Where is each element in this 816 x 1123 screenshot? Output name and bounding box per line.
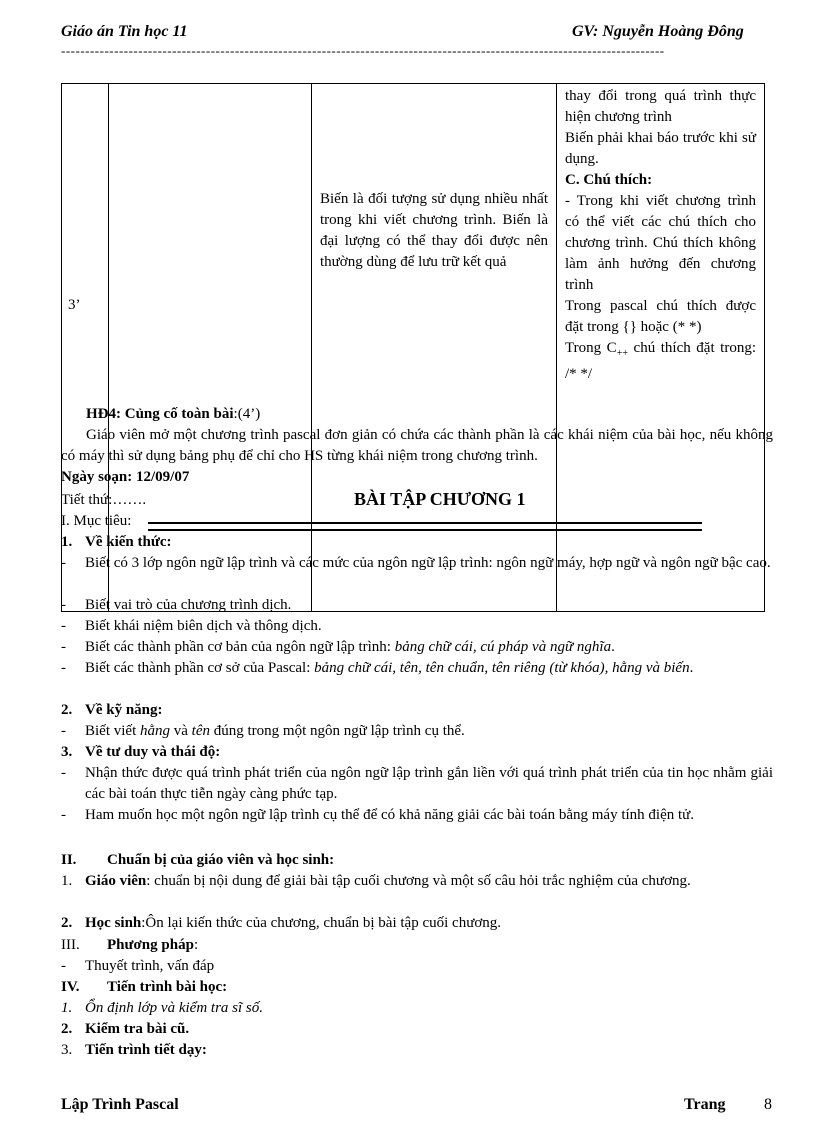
list-item [61,1040,773,1061]
item-num: 3. [61,1042,73,1058]
list-item [61,553,773,574]
subsection-num: 1. [61,534,73,550]
subsection-num: 2. [61,702,73,718]
list-item [61,637,773,658]
time-value: 3’ [68,297,81,313]
progress-item-2: Kiểm tra bài cũ. [85,1021,190,1037]
subsection-title: Về kiến thức: [85,534,172,550]
period-line: Tiết thứ:……. [61,492,147,508]
content-p4: Trong pascal chú thích được đặt trong {} hoặc (* *) [565,298,756,335]
section4-num: IV. [61,979,80,995]
list-item [61,721,773,742]
item-num: 1. [61,873,73,889]
subsection-knowledge [61,532,773,553]
content-heading: C. Chú thích: [565,172,653,188]
content-p5-a: Trong C [565,340,617,356]
list-item [61,595,773,616]
item-num: 1. [61,1000,73,1016]
bullet: - [61,807,66,823]
section1-heading: I. Mục tiêu: [61,513,132,529]
section2-title: Chuẩn bị của giáo viên và học sinh: [107,852,335,868]
bullet: - [61,765,66,781]
item-num: 2. [61,1021,73,1037]
bullet: - [61,723,66,739]
bullet: - [61,958,66,974]
header-rule: ----------------------------------------------------------------------------------------------------------------------------- [61,44,665,58]
skill-item-1-e: đúng trong một ngôn ngữ lập trình cụ thể. [210,723,465,739]
student-text: Biến là đối tượng sử dụng nhiều nhất trong khi viết chương trình. Biến là đại lượng có thể thay đổi được nên thường dùng để lưu trữ kết quả [320,191,548,270]
student-prep-label: Học sinh [85,915,142,931]
hd4-label: HĐ4: Củng cố toàn bài [86,406,234,422]
section4-heading [61,977,773,998]
page-title: BÀI TẬP CHƯƠNG 1 [354,489,526,509]
content-p5-sub: ++ [616,348,628,359]
list-item [61,913,773,934]
section3-title: Phương pháp [107,937,194,953]
progress-item-1: Ổn định lớp và kiểm tra sĩ số. [85,1000,263,1016]
section2-num: II. [61,852,77,868]
student-prep-text: :Ôn lại kiến thức của chương, chuẩn bị bài tập cuối chương. [141,915,502,931]
content-p3: - Trong khi viết chương trình có thể viết các chú thích cho chương trình. Chú thích không làm ảnh hưởng đến chương trình [565,193,756,293]
header-left: Giáo án Tin học 11 [61,23,188,40]
skill-item-1-c: và [170,723,192,739]
knowledge-item-5-b: bảng chữ cái, tên, tên chuẩn, tên riêng (từ khóa), hằng và biến [314,660,690,676]
method-item: Thuyết trình, vấn đáp [85,958,215,974]
header-right: GV: Nguyễn Hoàng Đông [572,23,744,40]
skill-item-1-b: hằng [140,723,170,739]
list-item [61,1019,773,1040]
list-item [61,658,773,679]
section3-heading [61,935,773,956]
knowledge-item-2: Biết vai trò của chương trình dịch. [85,597,292,613]
bullet: - [61,555,66,571]
section4-title: Tiến trình bài học: [107,979,228,995]
hd4-time: :(4’) [233,406,261,422]
attitude-item-2: Ham muốn học một ngôn ngữ lập trình cụ thể để có khả năng giải các bài toán bằng máy tính điện tử. [85,807,695,823]
skill-item-1 [85,721,773,742]
knowledge-item-4-c: . [611,639,615,655]
section2-heading [61,850,773,871]
subsection-title: Về kỹ năng: [85,702,163,718]
footer-page-label: Trang [684,1096,726,1113]
knowledge-item-1: Biết có 3 lớp ngôn ngữ lập trình và các mức của ngôn ngữ lập trình: ngôn ngữ máy, hợp ngữ và ngôn ngữ bậc cao. [85,555,771,571]
attitude-item-1: Nhận thức được quá trình phát triển của ngôn ngữ lập trình gắn liền với quá trình phát triển của tin học nhằm giải các bài toán thực tiễn ngày càng phức tạp. [85,765,773,802]
footer-left: Lập Trình Pascal [61,1096,179,1113]
content-p1: thay đổi trong quá trình thực hiện chương trình [565,88,756,125]
item-num: 2. [61,915,73,931]
knowledge-item-5-a: Biết các thành phần cơ sở của Pascal: [85,660,315,676]
knowledge-item-5 [85,658,773,679]
content-p5-b: chú thích đặt trong: /* */ [565,340,757,382]
knowledge-item-4-b: bảng chữ cái, cú pháp và ngữ nghĩa [394,639,612,655]
knowledge-item-4 [85,637,773,658]
progress-item-3: Tiến trình tiết dạy: [85,1042,207,1058]
list-item [61,871,773,892]
title-double-rule [148,522,702,531]
subsection-num: 3. [61,744,73,760]
knowledge-item-5-c: . [689,660,694,676]
footer-page-number: 8 [764,1096,772,1113]
list-item [61,805,773,826]
teacher-prep-label: Giáo viên [85,873,147,889]
bullet: - [61,618,66,634]
subsection-title: Về tư duy và thái độ: [85,744,221,760]
knowledge-item-4-a: Biết các thành phần cơ bản của ngôn ngữ lập trình: [85,639,395,655]
section3-num: III. [61,937,80,953]
content-p5 [565,338,756,385]
student-prep [85,913,773,934]
list-item [61,763,773,805]
content-p2: Biến phải khai báo trước khi sử dụng. [565,130,756,167]
bullet: - [61,660,66,676]
skill-item-1-d: tên [191,723,210,739]
date-line: Ngày soạn: 12/09/07 [61,469,190,485]
bullet: - [61,639,66,655]
list-item [61,956,773,977]
list-item [61,616,773,637]
list-item [61,998,773,1019]
section3-suffix: : [193,937,199,953]
bullet: - [61,597,66,613]
teacher-prep [85,871,773,892]
skill-item-1-a: Biết viết [85,723,140,739]
subsection-attitude [61,742,773,763]
knowledge-item-3: Biết khái niệm biên dịch và thông dịch. [85,618,322,634]
teacher-prep-text: : chuẩn bị nội dung để giải bài tập cuối chương và một số câu hỏi trắc nghiệm của chương. [146,873,691,889]
hd4-heading [86,404,260,425]
subsection-skills [61,700,773,721]
hd4-text: Giáo viên mở một chương trình pascal đơn giản có chứa các thành phần là các khái niệm của bài học, nếu không có máy thì sử dụng bảng phụ để chỉ cho HS từng khái niệm trong chương trình. [61,427,773,464]
